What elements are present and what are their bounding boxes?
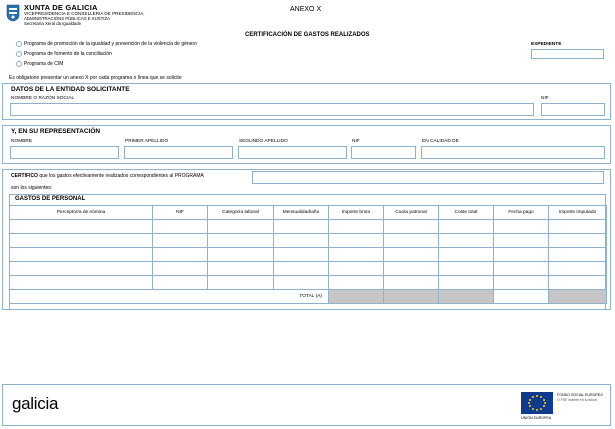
- rep-nif-label: NIF: [352, 139, 360, 144]
- table-row[interactable]: [10, 276, 607, 290]
- col-perceptor: Perceptor/a de nómina: [10, 206, 153, 220]
- program-field[interactable]: [252, 171, 604, 184]
- footer-frame: [2, 384, 611, 426]
- eu-label: UNIÓN EUROPEA: [521, 416, 552, 420]
- certify-text: [11, 173, 204, 179]
- total-row: [10, 290, 607, 304]
- col-nif: NIF: [153, 206, 208, 220]
- staff-header-row: [10, 206, 607, 220]
- col-imputed: Importe imputado: [549, 206, 607, 220]
- eu-fund-label: FONDO SOCIAL EUROPEO: [557, 393, 603, 397]
- rep-nombre-field[interactable]: [10, 146, 119, 159]
- col-month-year: Mensualidad/año: [274, 206, 329, 220]
- expediente-field[interactable]: [531, 49, 604, 59]
- col-employer-fee: Cuota patronal: [384, 206, 439, 220]
- org-name: XUNTA DE GALICIA: [24, 3, 98, 12]
- expediente-label: EXPEDIENTE: [531, 42, 562, 47]
- galicia-brand-logo: [12, 394, 58, 414]
- page-title: CERTIFICACIÓN DE GASTOS REALIZADOS: [245, 32, 370, 38]
- xunta-shield-icon: [6, 4, 20, 22]
- entity-section-title: DATOS DE LA ENTIDAD SOLICITANTE: [11, 86, 130, 93]
- entity-nif-label: NIF: [541, 96, 549, 101]
- certify-body: que los gastos efectivamente realizados correspondientes al PROGRAMA: [37, 173, 204, 179]
- rep-first-surname-label: PRIMER APELLIDO: [125, 139, 169, 144]
- total-gross-cell: [329, 290, 384, 304]
- rep-second-surname-label: SEGUNDO APELLIDO: [239, 139, 288, 144]
- dept-line-3: Secretaría Xeral da Igualdade: [24, 21, 82, 26]
- table-row[interactable]: [10, 234, 607, 248]
- total-label: TOTAL (A): [10, 290, 329, 304]
- dept-line-2: ADMINISTRACIÓNS PÚBLICAS E XUSTIZA: [24, 16, 110, 21]
- xunta-logo: [6, 4, 20, 22]
- col-category: Categoría laboral: [208, 206, 274, 220]
- program-label-1: Programa de promoción de la igualdad y prevención de la violencia de género: [24, 41, 197, 47]
- notice-text: Es obligatorio presentar un anexo X por cada programa o línea que se solicite: [9, 75, 182, 81]
- program-radio-1[interactable]: [16, 41, 22, 47]
- certify-continuation: son los siguientes:: [11, 185, 53, 191]
- table-row[interactable]: [10, 262, 607, 276]
- entity-nif-field[interactable]: [541, 103, 605, 116]
- table-row[interactable]: [10, 220, 607, 234]
- entity-name-label: NOMBRE O RAZÓN SOCIAL: [11, 96, 75, 101]
- eu-fund-sub: O FSE invierte en tu futuro: [557, 398, 598, 402]
- program-label-3: Programa de CIM: [24, 61, 64, 67]
- dept-line-1: VICEPRESIDENCIA E CONSELLERIA DE PRESIDENCIA,: [24, 11, 145, 16]
- total-cost-cell: [439, 290, 494, 304]
- rep-capacity-label: EN CALIDAD DE: [422, 139, 459, 144]
- total-employer-cell: [384, 290, 439, 304]
- rep-second-surname-field[interactable]: [238, 146, 347, 159]
- staff-section-title: GASTOS DE PERSONAL: [15, 196, 86, 202]
- table-row[interactable]: [10, 248, 607, 262]
- representation-section-title: Y, EN SU REPRESENTACIÓN: [11, 128, 101, 135]
- rep-nif-field[interactable]: [351, 146, 416, 159]
- certify-lead: CERTIFICO: [11, 173, 38, 179]
- staff-table: [9, 205, 607, 304]
- program-radio-2[interactable]: [16, 51, 22, 57]
- rep-first-surname-field[interactable]: [124, 146, 233, 159]
- col-total-cost: Coste total: [439, 206, 494, 220]
- entity-name-field[interactable]: [10, 103, 534, 116]
- total-imputed-cell: [549, 290, 607, 304]
- program-label-2: Programa de fomento de la conciliación: [24, 51, 112, 57]
- annex-title: ANEXO X: [290, 6, 322, 13]
- total-pay-date-cell: [494, 290, 549, 304]
- col-gross: Importe bruto: [329, 206, 384, 220]
- galicia-brand: galicia: [12, 394, 59, 413]
- eu-flag-icon: [521, 392, 553, 414]
- program-radio-3[interactable]: [16, 61, 22, 67]
- rep-capacity-field[interactable]: [421, 146, 605, 159]
- col-pay-date: Fecha pago: [494, 206, 549, 220]
- rep-nombre-label: NOMBRE: [11, 139, 33, 144]
